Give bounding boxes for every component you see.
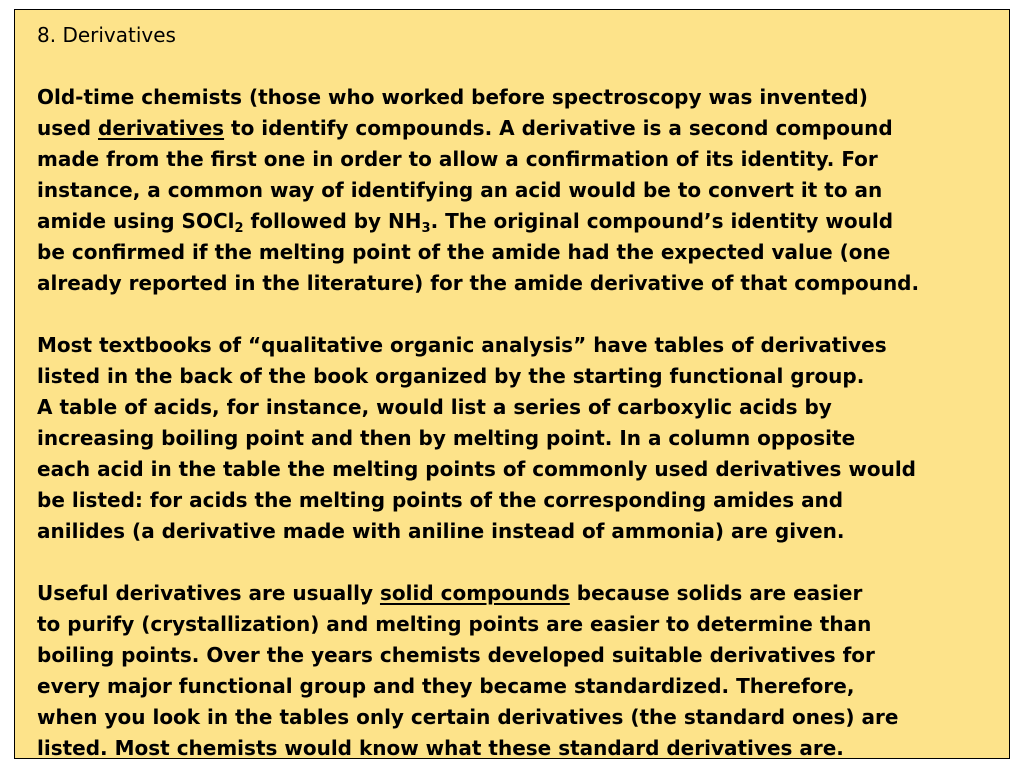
- text-line: when you look in the tables only certain derivatives (the standard ones) are: [37, 705, 899, 729]
- blank-line: [37, 299, 997, 330]
- text-run: because solids are easier: [569, 581, 863, 605]
- subscript: 3: [421, 221, 431, 236]
- text-line: each acid in the table the melting points of commonly used derivatives would: [37, 457, 916, 481]
- text-line: boiling points. Over the years chemists developed suitable derivatives for: [37, 643, 875, 667]
- text-line: already reported in the literature) for the amide derivative of that compound.: [37, 271, 920, 295]
- text-run: to identify compounds. A derivative is a second compound: [224, 116, 893, 140]
- text-run: Useful derivatives are usually: [37, 581, 380, 605]
- paragraph-derivative-tables: [37, 330, 997, 547]
- text-line: [37, 206, 997, 237]
- text-line: listed in the back of the book organized by the starting functional group.: [37, 364, 865, 388]
- text-line: [37, 113, 997, 144]
- text-line: Most textbooks of “qualitative organic analysis” have tables of derivatives: [37, 333, 887, 357]
- text-run: . The original compound’s identity would: [430, 209, 894, 233]
- text-line: to purify (crystallization) and melting points are easier to determine than: [37, 612, 872, 636]
- text-line: increasing boiling point and then by melting point. In a column opposite: [37, 426, 856, 450]
- blank-line: [37, 51, 997, 82]
- slide-panel: [14, 9, 1010, 759]
- text-line: A table of acids, for instance, would list a series of carboxylic acids by: [37, 395, 832, 419]
- text-line: made from the first one in order to allow a confirmation of its identity. For: [37, 147, 878, 171]
- text-line: Old-time chemists (those who worked before spectroscopy was invented): [37, 85, 868, 109]
- text-run: used: [37, 116, 98, 140]
- text-line: anilides (a derivative made with aniline instead of ammonia) are given.: [37, 519, 845, 543]
- text-line: every major functional group and they became standardized. Therefore,: [37, 674, 855, 698]
- text-line: listed. Most chemists would know what these standard derivatives are.: [37, 736, 844, 760]
- derivatives-underlined-term: derivatives: [98, 116, 225, 140]
- text-line: [37, 578, 997, 609]
- paragraph-solid-derivatives: [37, 578, 997, 764]
- text-line: be listed: for acids the melting points of the corresponding amides and: [37, 488, 844, 512]
- solid-compounds-underlined-term: solid compounds: [379, 581, 570, 605]
- text-line: instance, a common way of identifying an acid would be to convert it to an: [37, 178, 883, 202]
- blank-line: [37, 547, 997, 578]
- slide-content: [37, 20, 997, 764]
- text-run: amide using SOCl: [37, 209, 235, 233]
- text-run: followed by NH: [243, 209, 422, 233]
- paragraph-derivatives-definition: [37, 82, 997, 299]
- section-heading: 8. Derivatives: [37, 23, 176, 47]
- text-line: be confirmed if the melting point of the amide had the expected value (one: [37, 240, 891, 264]
- subscript: 2: [234, 221, 244, 236]
